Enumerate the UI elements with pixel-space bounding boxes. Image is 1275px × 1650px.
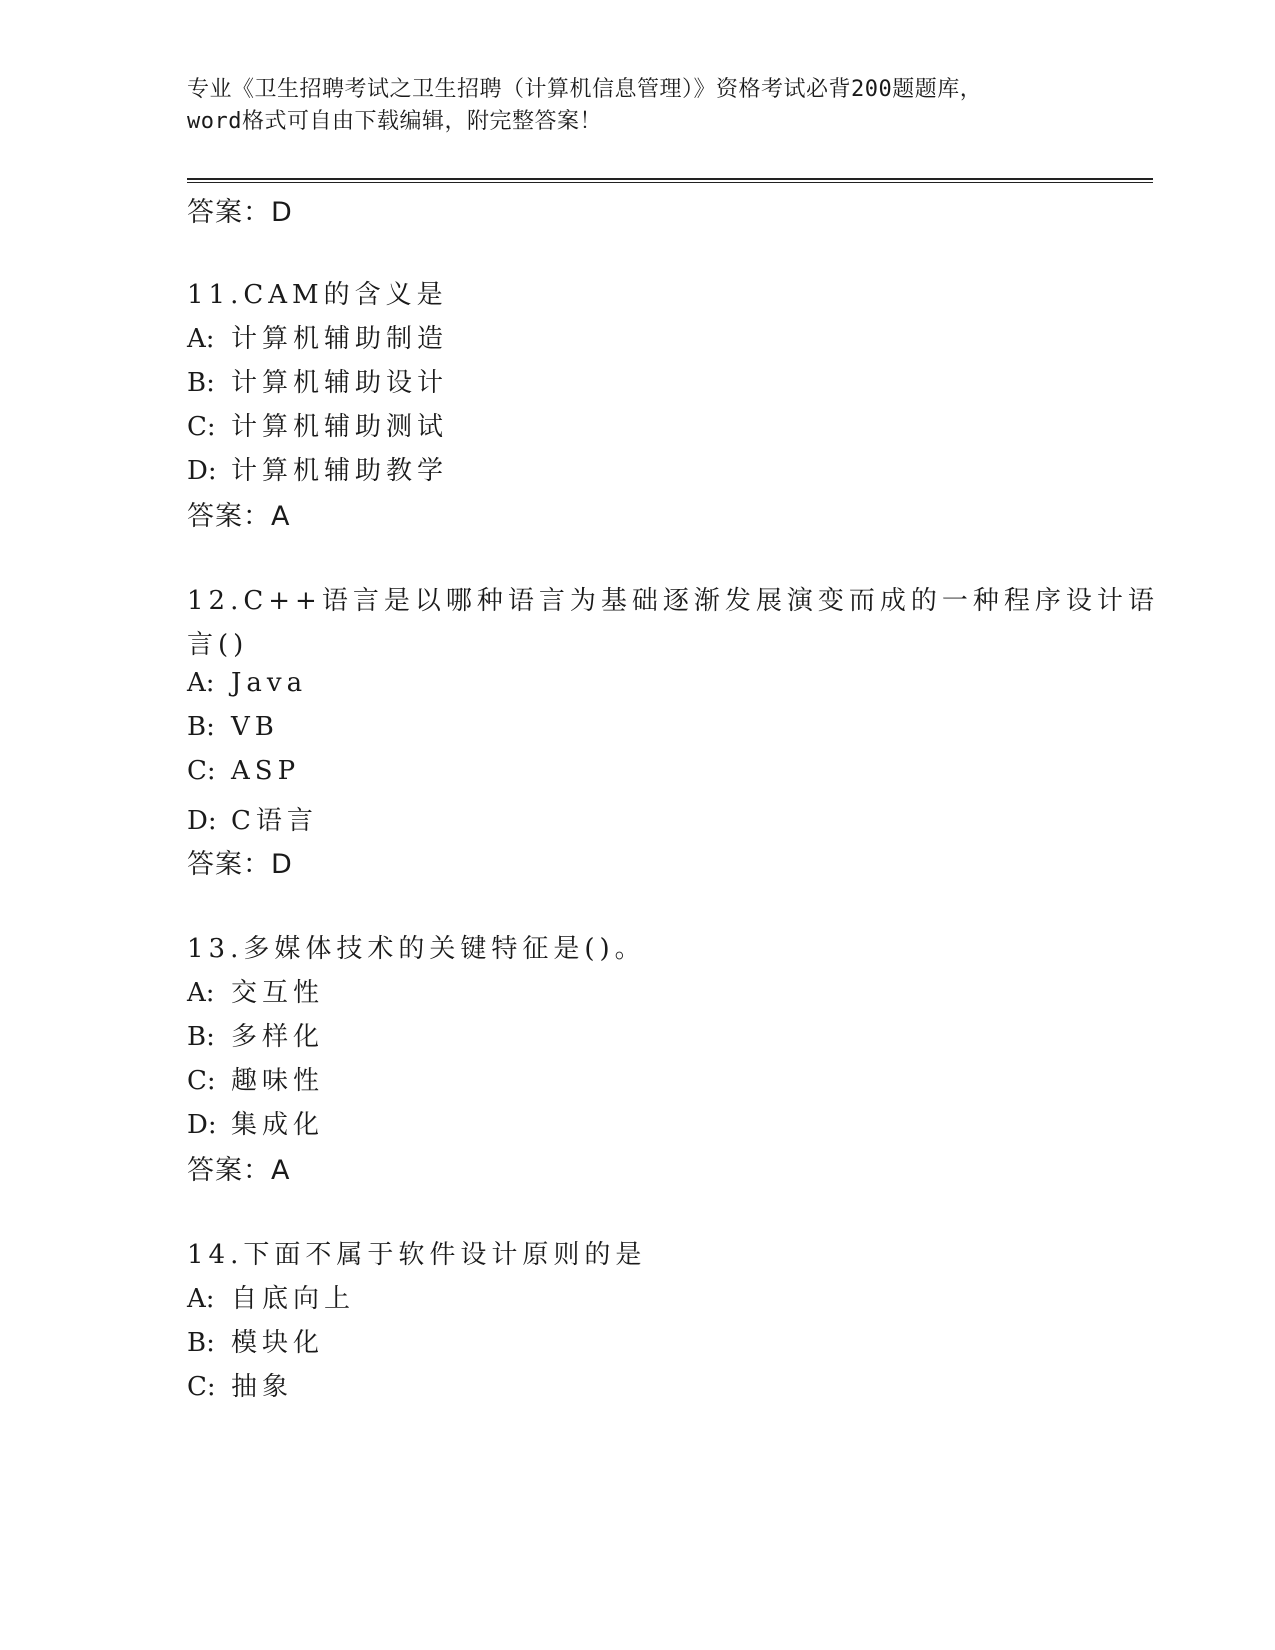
header-rule-thick — [187, 178, 1153, 180]
question-14-option-a — [187, 1278, 355, 1315]
option-letter: B: — [187, 1328, 215, 1358]
question-11-option-b — [187, 362, 448, 399]
question-13-option-c — [187, 1060, 324, 1097]
header-rule-thin — [187, 182, 1153, 183]
option-text: Java — [231, 668, 308, 698]
option-letter: B: — [187, 1022, 215, 1052]
option-text: 计算机辅助设计 — [231, 368, 449, 398]
question-13-answer: 答案：A — [187, 1155, 291, 1186]
option-letter: A: — [187, 324, 215, 354]
question-14-title: 14.下面不属于软件设计原则的是 — [187, 1240, 647, 1270]
question-12-option-a — [187, 668, 307, 698]
question-12-option-c — [187, 756, 300, 786]
question-13-option-b — [187, 1016, 324, 1053]
question-11-option-a — [187, 318, 448, 355]
question-14-option-c — [187, 1366, 293, 1403]
option-text: 趣味性 — [231, 1066, 325, 1096]
option-letter: B: — [187, 368, 215, 398]
question-12-option-b — [187, 712, 279, 742]
option-text: C语言 — [231, 806, 318, 836]
header-line-1: 专业《卫生招聘考试之卫生招聘（计算机信息管理）》资格考试必背200题题库， — [187, 77, 983, 102]
question-12-title-line-2: 言() — [187, 630, 249, 660]
answer-line-previous: 答案：D — [187, 197, 293, 228]
question-11-option-d — [187, 450, 448, 487]
question-13-title: 13.多媒体技术的关键特征是()。 — [187, 934, 646, 964]
option-text: 多样化 — [231, 1022, 325, 1052]
question-12-option-d — [187, 800, 318, 837]
option-text: 抽象 — [231, 1372, 294, 1402]
question-14-option-b — [187, 1322, 324, 1359]
option-text: 交互性 — [231, 978, 325, 1008]
question-12-answer: 答案：D — [187, 849, 293, 880]
question-13-option-d — [187, 1104, 324, 1141]
option-letter: C: — [187, 756, 216, 786]
option-letter: C: — [187, 1372, 216, 1402]
question-12-title-line-1: 12.C++语言是以哪种语言为基础逐渐发展演变而成的一种程序设计语 — [187, 586, 1159, 616]
option-text: VB — [231, 712, 279, 742]
option-letter: A: — [187, 668, 215, 698]
option-text: 模块化 — [231, 1328, 325, 1358]
option-letter: B: — [187, 712, 215, 742]
option-text: 计算机辅助测试 — [231, 412, 449, 442]
question-11-answer: 答案：A — [187, 501, 291, 532]
option-text: 计算机辅助制造 — [231, 324, 449, 354]
option-letter: A: — [187, 978, 215, 1008]
document-header — [187, 74, 1087, 138]
question-13-option-a — [187, 972, 324, 1009]
option-letter: C: — [187, 1066, 216, 1096]
option-letter: C: — [187, 412, 216, 442]
option-letter: A: — [187, 1284, 215, 1314]
option-text: ASP — [231, 756, 301, 786]
option-text: 自底向上 — [231, 1284, 356, 1314]
option-letter: D: — [187, 456, 217, 486]
option-letter: D: — [187, 1110, 217, 1140]
option-text: 计算机辅助教学 — [231, 456, 449, 486]
option-letter: D: — [187, 806, 217, 836]
header-line-2: word格式可自由下载编辑，附完整答案！ — [187, 109, 602, 134]
option-text: 集成化 — [231, 1110, 325, 1140]
question-11-option-c — [187, 406, 448, 443]
question-11-title: 11.CAM的含义是 — [187, 280, 448, 310]
